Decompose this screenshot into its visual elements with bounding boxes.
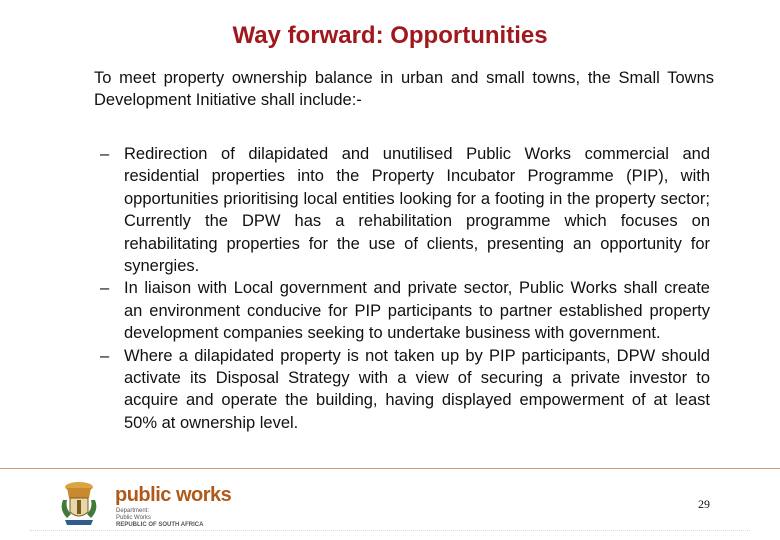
list-item [94,143,710,277]
page-number: 29 [698,497,710,511]
logo-department-name: Public Works [116,515,151,521]
coat-of-arms-icon [55,478,103,528]
bullet-text: Redirection of dilapidated and unutilised Public Works commercial and residential properties into the Property Incubator Programme (PIP), with opportunities prioritising local entities looking for a footing in the property sector; Currently the DPW has a rehabilitation programme which focuses on rehabilitating properties for the use of clients, presenting an opportunity for synergies. [124,145,710,276]
intro-paragraph: To meet property ownership balance in urban and small towns, the Small Towns Development Initiative shall include:- [94,69,714,109]
logo-department-label: Department: [116,508,150,514]
logo-brand-text: public works [115,484,232,506]
bullet-text: Where a dilapidated property is not taken up by PIP participants, DPW should activate its Disposal Strategy with a view of securing a private investor to acquire and operate the building, having displayed empowerment of at least 50% at ownership level. [124,346,710,432]
bottom-border [30,530,750,531]
bullet-dash: – [100,279,110,298]
bullet-dash: – [100,346,110,365]
logo-country: REPUBLIC OF SOUTH AFRICA [116,522,204,528]
bullet-dash: – [100,145,110,163]
public-works-logo [55,478,235,528]
footer-divider [0,468,780,469]
bullet-text: In liaison with Local government and private sector, Public Works shall create an environment conducive for PIP participants to partner established property development companies seeking to undertake business with government. [124,279,710,343]
slide-title: Way forward: Opportunities [232,22,548,49]
list-item [94,277,710,344]
list-item [94,345,710,435]
bullet-list [94,143,710,434]
